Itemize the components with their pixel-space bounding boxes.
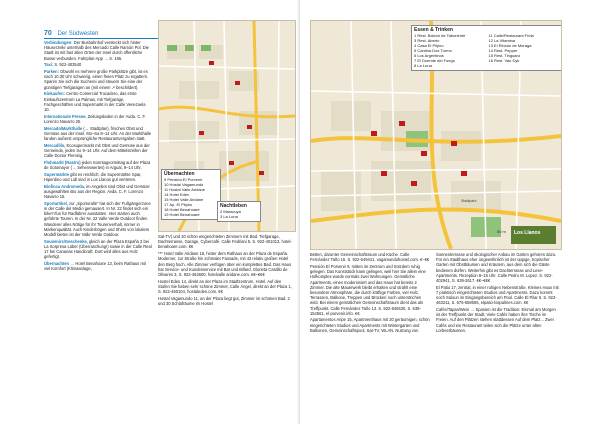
paragraph: Hostal Vagamundo 11, an der Plaza liegt gut, Zimmer im schönen Bad. 2 und 30 Schlafräume im Hostel <box>158 295 290 306</box>
place-label: Stadtpark <box>461 199 477 203</box>
legend-list <box>164 177 218 217</box>
paragraph-label: Mercadillo, <box>44 142 67 148</box>
paragraph <box>44 160 152 170</box>
legend-item: 14 Hotel Edén <box>164 192 190 197</box>
paragraph-label: Mercado/Markthalle <box>44 125 84 131</box>
paragraph-label: Supermärkte <box>44 171 71 177</box>
map-legend-accommodation <box>161 169 221 220</box>
legend-item: 4 Casa El Pilpiro <box>414 43 444 48</box>
legend-item: 15 Hotel Valle Aridane <box>164 197 204 202</box>
paragraph-label: Internationale Presse, <box>44 113 88 119</box>
scale-label: 50 m <box>497 229 506 234</box>
legend-item: 14 Rest. Pepper <box>488 48 518 53</box>
paragraph-label: Einkaufen: <box>44 91 67 97</box>
legend-item: 11 Calle/Restaurant Frida <box>488 33 534 38</box>
paragraph: Sonnenterrasse und ökologischer Anbau im Garten gehören dazu. Für ein Stadthaus eher ungewöhnlich ist der üppige, tropischer Garten mit Obstbäumen und Kräutern, aus dem sich die Gäste bedienen dürfen. Weiterhin gibt es Dachterrasse und Lese-Apartments. Rezeption 8–15 Uhr. Calle Pedro M. Lopez. S. 922-402941, S. 639-2617. €€–€€€ <box>436 252 557 284</box>
paragraph <box>44 91 152 112</box>
legend-item: 3 Rest. Aberto <box>414 38 440 43</box>
paragraph: Betten, darunter Gemeinschaftsraum und Küche. Calle Fernández Taño 15. S. 922-649441, vagamundohostel.com. €–€€ <box>310 252 430 263</box>
paragraph-text: (→ Stadtplan), frisches Obst und Gemüse aus der Insel. Mo–Sa 8–14 Uhr. An der Markthalle fanden außerst ursprüngliche Restaurantvergaben statt. <box>44 125 152 141</box>
paragraph: Sat-TV) und 20 schön eingerichteten Zimmern mit Bad. Tiefgarage, Dachterrasse, Garage, Cybercafé. Calle Fedriani 5. S. 922-401013, hotel-benahoare.com. €€ <box>158 234 292 250</box>
paragraph <box>44 184 152 200</box>
legend-item: 16 Rest. Van Dyk <box>488 58 520 63</box>
left-column-1 <box>44 40 152 273</box>
legend-title: Nachtleben <box>220 203 247 209</box>
legend-item: 9 Pensión El Porvenir <box>164 177 203 182</box>
paragraph-text: Ecosupermarkt mit Obst und Gemüse aus der Gemeinde, jeden So 9–14 Uhr. Auf dem Mittelstreifen der Calle Doctor Fleming. <box>44 142 150 159</box>
page-header <box>44 30 158 39</box>
paragraph <box>44 69 152 90</box>
page-number: 70 <box>44 30 52 37</box>
town-label: Los Llanos <box>514 230 541 236</box>
paragraph-text: → Hotel Benahoare 13, beim Rathaus mit viel Komfort (Klimaanlage, <box>44 260 146 272</box>
right-column-1 <box>310 252 430 335</box>
paragraph-label: Taxi: <box>44 62 55 68</box>
paragraph-text: Der Busbahnhof versteckt sich hinter Häuserzeile unterhalb des Mercado Calle Ramón Pol. Die Stadt ist mit fast allen Orten der Insel durch öffentliche Busse verbunden. Fahrplan-App → S. 165. <box>44 40 149 61</box>
paragraph <box>44 62 152 67</box>
legend-item: 19 Hotel Benahoare <box>164 212 200 217</box>
paragraph: Hostel Eden 14, direkt an der Plaza im Stadtzentrum, Hotel. Auf den Stufen Sie haben sehr schöne Zimmer, Calle Ángel, direkt an der Plaza 1, S. 922-460104, hostaleden.com. €€ <box>158 278 292 295</box>
right-column-2 <box>436 252 560 335</box>
paragraph-text: zur „Sportoralle“ hat sich der Fußgängerzone in der Calle del Medio gemausert. In Nr. 22 findet sich ein bike'n'fun für Radfahrer ausstatten. Hier starten auch geführte Touren. In der Nr. 22 Valle Verde Outdoor finden Wanderer alles Nötige für ihr Tourenverhalt, immer in Markenqualität. Auch Kinderbögen und Shirts von lokalem Modell bieten ist der Valle Verde Outdoor. <box>44 200 151 237</box>
left-column-2 <box>158 234 294 308</box>
paragraph-label: Übernachten <box>44 260 71 266</box>
city-map-right <box>310 20 562 250</box>
paragraph <box>44 201 152 237</box>
legend-item: 17 Ap. El Pilpiro <box>164 202 193 207</box>
paragraph: Pensión El Porvenir 9, mitten im Zentrum und trotzdem ruhig gelegen. Das Kunststück kann gelingen, weil hier Sie allein eine Hofkomplex wurde vormals zwei Wohnungen. Gemütliche Apartments, eines modernisiert und das Haus hat bereits 2 Zimmer. Die alte Mauerwerk bleibt erhalten und strahlt eine besondere Atmosphäre, die durch kräftige Farben, viel Holz, Terrassen, Balkone, Treppen und Brücken noch unterstrichen wird. Bei einem gemütlichen Gemeinschaftsraum dient das als Treffpunkt. Calle Fernández Taño 13. S. 922-845530, S. 639-154561, el-porvenir.info. €€ <box>310 263 426 316</box>
paragraph <box>44 40 152 61</box>
paragraph-text: Centro Comercial Trocadero, das erste Einkaufszentrum La Palmas, mit Tiefgarage, Fachgeschäften und Supermarkt in der Calle Venezuela 10. <box>44 91 146 112</box>
legend-item: 2 Maracuya <box>220 209 241 214</box>
paragraph <box>44 239 152 260</box>
legend-item: 3 La Luna <box>220 214 238 219</box>
legend-item: 1 Rest. Balcón de Taburiente <box>414 33 466 38</box>
legend-item: 15 Rest. Tinguaro <box>488 53 521 58</box>
legend-item: 8 La Luna <box>414 63 432 68</box>
city-map-left <box>158 20 296 232</box>
legend-item: 12 La Vitamina <box>488 38 516 43</box>
legend-item: 6 Los Argentinos <box>414 53 444 58</box>
paragraph <box>44 143 152 159</box>
legend-item: 18 Hotel Benahoare <box>164 207 200 212</box>
legend-list <box>220 209 258 219</box>
paragraph-text: S. 922-403540 <box>54 62 82 68</box>
map-legend-food <box>411 25 562 71</box>
legend-item: 7 El Duende del Fuego <box>414 58 455 63</box>
legend-list-a <box>414 33 485 68</box>
paragraph-label: Flohmarkt (Rastro) <box>44 159 82 165</box>
paragraph-label: Parken: <box>44 69 61 75</box>
paragraph-text: jeden Sonntagvormittag auf der Plaza de Sotomayor (→ Sehenswertes) in Argual, 9–14 Uhr. <box>44 159 151 170</box>
running-title: Der Südwesten <box>57 31 99 37</box>
legend-list-b <box>489 33 560 68</box>
legend-title: Essen & Trinken <box>414 27 453 33</box>
paragraph: Cafés/Tapas/Wein → Spanien ist die Tradition: Einmal am Morgen ist der Treffpunkt der Stadt. Viele Cafés haben ihre Tische im Freien. Auf den Plätzen stehen stattdessen Auf dem Platz... Zwei Cafés und ein Restaurant teilen sich die Plätze unter alten Lorbeerbäumen. <box>436 307 556 333</box>
paragraph-text: gibt es reichlich; die Supermärkte Spar, Hiperdino und Lidl sind in Los Llanos gut vertreten. <box>44 171 142 182</box>
paragraph-text: gleich an der Plaza España 2 bei La Sorpresa Lüber (Überraschung!) sowie in der Calle Real 17 bei Canarias Handicraft. Dort wird alles aus Holz gefertigt. <box>44 238 152 260</box>
legend-item: 11 Hostal Valle Aridane <box>164 187 205 192</box>
paragraph <box>44 126 152 142</box>
paragraph: *** Hotel Valle Aridane 16, hinter dem Rathaus an der Plaza de España. Moderner, zur Straße hin schmaler Fassade, mit 42 relativ großen Hotel den Berg hoch. Alle Zimmer verfügen über ein komplettes Bad. Das Haus hat Service- und Kundenservice mit Bar und Billard. Glorieta Castillo de Olivares 3, S. 922-462600, hotelvalle aridane.com. €€–€€€ <box>158 251 292 277</box>
paragraph-label: Verbindungen: <box>44 40 74 45</box>
paragraph <box>44 261 152 271</box>
paragraph-label: Biofinca Andromeda, <box>44 183 87 189</box>
map-legend-nightlife <box>217 201 261 222</box>
legend-item: 13 El Rincón de Moraga <box>488 43 532 48</box>
legend-item: 10 Hostal Vagamundo <box>164 182 204 187</box>
paragraph: Apartamentos Aripe 15, Apartmenthaus mit 20 geräumigen, schön eingerichteten Studios und Apartments mit Wintergarten und Balkonen, Gemeinschaftspool, Sat-TV, WLAN. Nutzung von <box>310 317 430 333</box>
paragraph-text: im Angebot sind Obst und Gemüse ausgewählten Bio aus der Region. Avda. C. F. Lorenzo Navarro 15. <box>44 183 150 199</box>
paragraph: El Patio 17, zentral, in einer ruhigen Nebenstraße. Kleines Haus mit 7 praktisch eingerichteten Studios und Apartments. Dazu kommt noch Saloun im Eingangsbereich am Pool. Calle El Pilar 6. S. 922-463211, S. 676-558606, elpatio-lospalmes.com. €€ <box>436 284 559 306</box>
legend-title: Übernachten <box>164 171 195 177</box>
paragraph-label: Souvenirs/Geschenke, <box>44 238 90 244</box>
right-page <box>300 0 600 424</box>
paragraph-text: Zeitungsladen in der Avda. C. F. Lorenzo Navarro 25. <box>44 113 146 124</box>
paragraph-text: Obwohl es mehrere große Parkplätze gibt, ist es nach 10.30 Uhr schwierig, einen freien Platz zu ergattern. Sparen Sie sich die Sucherei und steuern Sie eine der günstigen Tiefgaragen an (mit einem ↗ beschildert). <box>44 69 149 90</box>
paragraph <box>44 114 152 124</box>
legend-item: 5 Cantina Dos Turmo <box>414 48 452 53</box>
paragraph <box>44 172 152 182</box>
paragraph-label: Sportartikel, <box>44 200 70 206</box>
